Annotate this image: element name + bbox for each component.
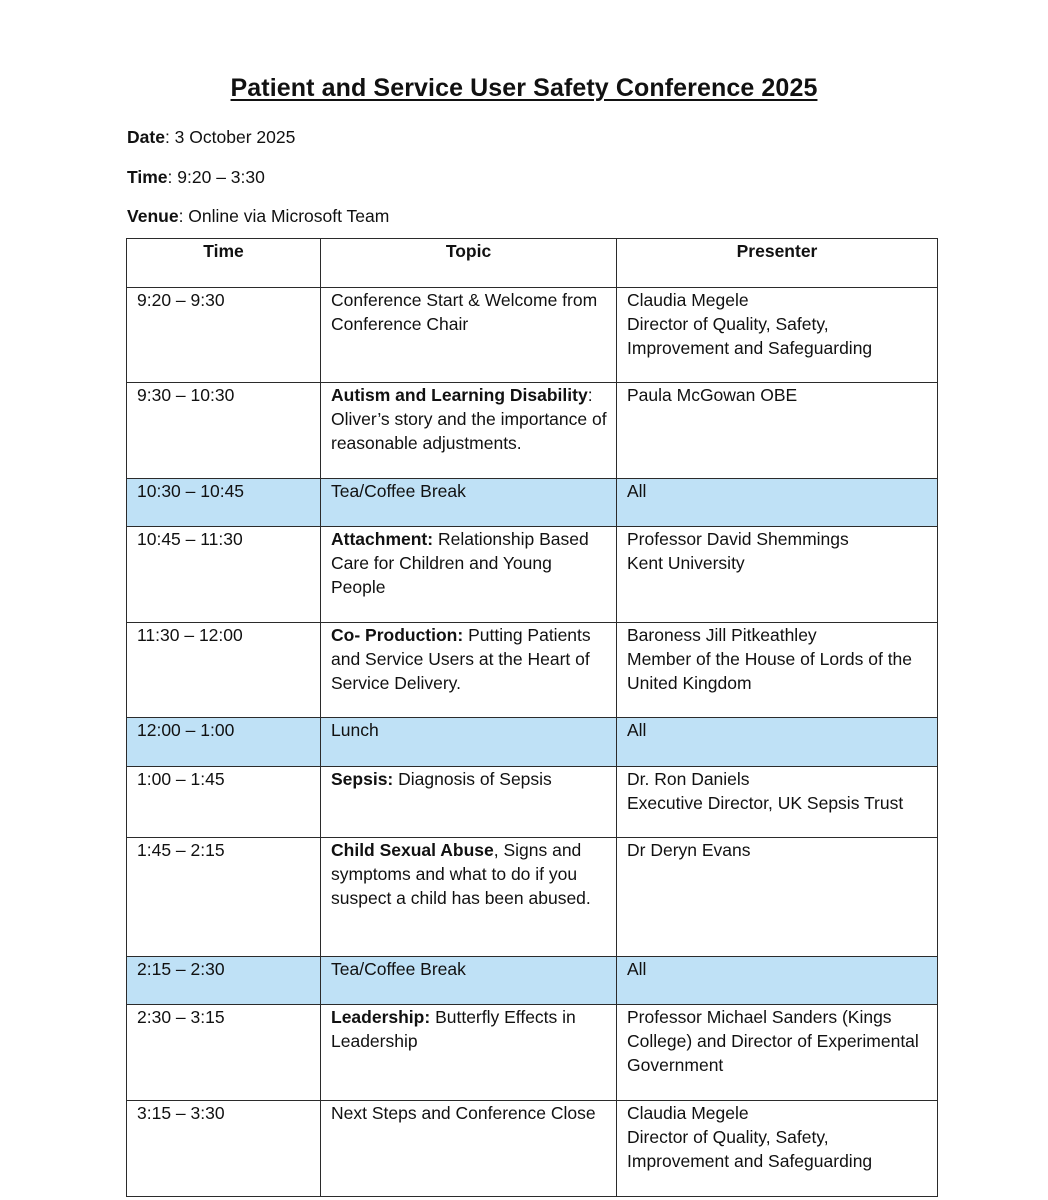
cell-topic	[321, 623, 617, 718]
time-value: 9:20 – 3:30	[177, 167, 265, 187]
topic-title: Co- Production:	[331, 625, 464, 645]
topic-description: Tea/Coffee Break	[331, 959, 466, 979]
table-row	[127, 1101, 938, 1197]
table-row	[127, 288, 938, 383]
cell-presenter	[617, 1101, 938, 1197]
break-row	[127, 718, 938, 767]
date-line: Date: 3 October 2025	[127, 127, 296, 147]
venue-value: Online via Microsoft Team	[188, 206, 390, 226]
presenter-affiliation: Executive Director, UK Sepsis Trust	[627, 792, 904, 813]
topic-description: Butterfly Effects in Leadership	[331, 1007, 576, 1051]
schedule-table	[126, 238, 938, 1197]
topic-title: Attachment:	[331, 529, 434, 549]
topic-title: Leadership:	[331, 1007, 431, 1027]
cell-presenter	[617, 527, 938, 623]
presenter-name: All	[627, 959, 647, 979]
page-title: Patient and Service User Safety Conference 2025	[230, 74, 818, 102]
break-row	[127, 957, 938, 1005]
presenter-name: Dr. Ron Daniels	[627, 769, 750, 789]
cell-time: 10:45 – 11:30	[127, 527, 321, 623]
presenter-name: All	[627, 481, 647, 501]
cell-time: 9:20 – 9:30	[127, 288, 321, 383]
topic-description: Lunch	[331, 720, 379, 740]
schedule-body	[127, 288, 938, 1197]
topic-title: Autism and Learning Disability	[331, 385, 588, 405]
cell-time: 10:30 – 10:45	[127, 479, 321, 527]
table-row	[127, 623, 938, 718]
time-line: Time: 9:20 – 3:30	[127, 167, 265, 187]
topic-title: Child Sexual Abuse	[331, 840, 494, 860]
presenter-name: Professor David Shemmings	[627, 529, 849, 549]
cell-time: 1:45 – 2:15	[127, 838, 321, 957]
topic-description: , Signs and symptoms and what to do if you suspect a child has been abused.	[331, 840, 591, 908]
cell-presenter	[617, 718, 938, 767]
topic-description: Tea/Coffee Break	[331, 481, 466, 501]
presenter-name: Dr Deryn Evans	[627, 840, 751, 860]
cell-time: 2:15 – 2:30	[127, 957, 321, 1005]
cell-topic	[321, 957, 617, 1005]
cell-topic	[321, 1101, 617, 1197]
cell-presenter	[617, 288, 938, 383]
date-label: Date	[127, 127, 165, 147]
topic-description: Conference Start & Welcome from Conference Chair	[331, 290, 598, 334]
cell-presenter	[617, 479, 938, 527]
topic-description: : Oliver’s story and the importance of reasonable adjustments.	[331, 385, 607, 453]
header-presenter: Presenter	[617, 239, 938, 288]
table-row	[127, 527, 938, 623]
presenter-name: Professor Michael Sanders (Kings College) and Director of Experimental Government	[627, 1007, 919, 1075]
cell-time: 11:30 – 12:00	[127, 623, 321, 718]
presenter-name: Claudia Megele	[627, 1103, 749, 1123]
topic-description: Putting Patients and Service Users at the Heart of Service Delivery.	[331, 625, 591, 693]
table-header-row	[127, 239, 938, 288]
cell-time: 2:30 – 3:15	[127, 1005, 321, 1101]
presenter-name: Baroness Jill Pitkeathley	[627, 625, 817, 645]
cell-time: 1:00 – 1:45	[127, 767, 321, 838]
topic-description: Next Steps and Conference Close	[331, 1103, 596, 1123]
topic-title: Sepsis:	[331, 769, 394, 789]
date-value: 3 October 2025	[174, 127, 296, 147]
presenter-affiliation: Kent University	[627, 552, 745, 573]
cell-time: 3:15 – 3:30	[127, 1101, 321, 1197]
presenter-affiliation: Director of Quality, Safety, Improvement and Safeguarding	[627, 1126, 873, 1171]
cell-presenter	[617, 767, 938, 838]
time-label: Time	[127, 167, 168, 187]
table-row	[127, 767, 938, 838]
cell-topic	[321, 718, 617, 767]
venue-line: Venue: Online via Microsoft Team	[127, 206, 390, 226]
cell-topic	[321, 838, 617, 957]
table-row	[127, 1005, 938, 1101]
cell-topic	[321, 527, 617, 623]
cell-topic	[321, 1005, 617, 1101]
cell-time: 12:00 – 1:00	[127, 718, 321, 767]
presenter-name: Claudia Megele	[627, 290, 749, 310]
venue-label: Venue	[127, 206, 179, 226]
header-topic: Topic	[321, 239, 617, 288]
cell-topic	[321, 479, 617, 527]
cell-time: 9:30 – 10:30	[127, 383, 321, 479]
cell-presenter	[617, 838, 938, 957]
cell-presenter	[617, 623, 938, 718]
presenter-affiliation: Member of the House of Lords of the United Kingdom	[627, 648, 913, 693]
break-row	[127, 479, 938, 527]
table-row	[127, 838, 938, 957]
cell-topic	[321, 288, 617, 383]
presenter-name: Paula McGowan OBE	[627, 385, 798, 405]
cell-presenter	[617, 383, 938, 479]
presenter-name: All	[627, 720, 647, 740]
table-row	[127, 383, 938, 479]
topic-description: Diagnosis of Sepsis	[393, 769, 552, 789]
presenter-affiliation: Director of Quality, Safety, Improvement and Safeguarding	[627, 313, 873, 358]
cell-topic	[321, 767, 617, 838]
cell-topic	[321, 383, 617, 479]
topic-description: Relationship Based Care for Children and Young People	[331, 529, 589, 597]
header-time: Time	[127, 239, 321, 288]
cell-presenter	[617, 1005, 938, 1101]
cell-presenter	[617, 957, 938, 1005]
